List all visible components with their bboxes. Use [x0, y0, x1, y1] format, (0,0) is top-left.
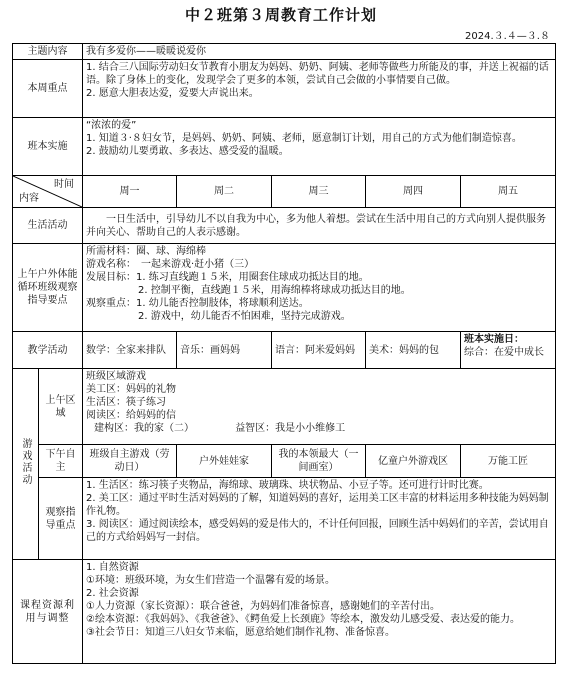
theme-value: 我有多爱你——暖暖说爱你 — [83, 44, 556, 60]
game-label-text: 游戏活动 — [20, 438, 31, 486]
game-pm-thu: 亿童户外游戏区 — [366, 445, 461, 478]
game-label — [13, 369, 39, 560]
game-pm-label: 下午自主 — [39, 445, 83, 478]
focus-line: 1. 结合三八国际劳动妇女节教育小朋友为妈妈、奶奶、阿姨、老师等做些力所能及的事，并送上祝福的话语。除了身体上的变化，发现学会了更多的本领，尝试自己会做的小事情要自己做。 — [86, 62, 549, 86]
day-header-fri: 周五 — [461, 176, 556, 208]
game-am-line: 阅读区：给妈妈的信 — [86, 410, 176, 421]
outdoor-line: 2. 控制平衡，直线跑１５米，用海绵棒将球成功抵达目的地。 — [138, 285, 411, 296]
teaching-fri-value: 综合：在爱中成长 — [464, 347, 544, 358]
game-am-puzzle: 益智区：我是小小维修工 — [235, 423, 346, 434]
day-header-wed: 周三 — [272, 176, 366, 208]
resources-line: ②绘本资源：《我妈妈》、《我爸爸》、《鳄鱼爱上长颈鹿》等绘本，激发幼儿感受爱、表达爱的能力。 — [86, 614, 520, 625]
focus-label: 本周重点 — [13, 60, 83, 118]
resources-line: ①环境：班级环境，为女生们营造一个温馨有爱的场景。 — [86, 575, 335, 586]
outdoor-line: 观察重点：1. 幼儿能否控制肢体，将球顺利送达。 — [86, 298, 309, 309]
document-date: 2024.３.４—３.８ — [465, 31, 550, 42]
plan-table — [12, 43, 556, 664]
resources-content — [83, 560, 556, 664]
class-line: 1. 知道３·８妇女节，是妈妈、奶奶、阿姨、老师，愿意制订计划，用自己的方式为他们制造惊喜。 — [86, 133, 522, 144]
game-pm-mon: 班级自主游戏（劳动日） — [83, 445, 177, 478]
game-am-line: 美工区：妈妈的礼物 — [86, 384, 176, 395]
life-value: 一日生活中，引导幼儿不以自我为中心，多为他人着想。尝试在生活中用自己的方式向别人提供服务并向关心、帮助自己的人表示感谢。 — [83, 208, 556, 244]
outdoor-line: 所需材料：圈、球、海绵棒 — [86, 246, 206, 257]
game-guide-line: 3. 阅读区：通过阅读绘本，感受妈妈的爱是伟大的，不计任何回报，回顾生活中妈妈们的辛苦，尝试用自己的方式给妈妈写一封信。 — [86, 519, 549, 543]
day-header-mon: 周一 — [83, 176, 177, 208]
game-guide-label: 观察指导重点 — [39, 478, 83, 560]
outdoor-line: 游戏名称： 一起来游戏·赶小猪（三） — [86, 259, 255, 270]
class-label: 班本实施 — [13, 118, 83, 176]
outdoor-content — [83, 244, 556, 332]
teaching-thu: 美术：妈妈的包 — [366, 332, 461, 369]
teaching-mon: 数学：全家来排队 — [83, 332, 177, 369]
game-guide-line: 2. 美工区：通过平时生活对妈妈的了解，知道妈妈的喜好，运用美工区丰富的材料运用多种技能为妈妈制作礼物。 — [86, 493, 549, 517]
header-time: 时间 — [54, 179, 74, 190]
resources-line: ③社会节日：知道三八妇女节来临，愿意给她们制作礼物、准备惊喜。 — [86, 627, 395, 638]
game-pm-fri: 万能工匠 — [461, 445, 556, 478]
game-guide-line: 1. 生活区：练习筷子夹物品，海绵球、玻璃珠、块状物品、小豆子等。还可进行计时比赛。 — [86, 480, 489, 491]
teaching-tue: 音乐：画妈妈 — [177, 332, 272, 369]
teaching-fri — [461, 332, 556, 369]
teaching-fri-title: 班本实施日： — [464, 334, 524, 345]
teaching-label: 教学活动 — [13, 332, 83, 369]
game-am-build: 建构区：我的家（二） — [94, 423, 194, 434]
life-label: 生活活动 — [13, 208, 83, 244]
game-am-line: 生活区：筷子练习 — [86, 397, 166, 408]
header-content: 内容 — [19, 193, 39, 204]
game-pm-tue: 户外娃娃家 — [177, 445, 272, 478]
game-am-label: 上午区域 — [39, 369, 83, 445]
game-am-build-line — [86, 422, 552, 435]
teaching-wed: 语言：阿米爱妈妈 — [272, 332, 366, 369]
outdoor-line: 发展目标：1. 练习直线跑１５米，用圈套住球成功抵达目的地。 — [86, 272, 369, 283]
outdoor-label: 上午户外体能循环班级观察指导要点 — [13, 244, 83, 332]
theme-label: 主题内容 — [13, 44, 83, 60]
game-am-line: 班级区域游戏 — [86, 371, 146, 382]
game-am-content — [83, 369, 556, 445]
resources-line: ①人力资源（家长资源）：联合爸爸，为妈妈们准备惊喜，感谢她们的辛苦付出。 — [86, 601, 440, 612]
focus-content — [83, 60, 556, 118]
outdoor-line: 2. 游戏中，幼儿能否不怕困难，坚持完成游戏。 — [138, 311, 351, 322]
focus-line: 2. 愿意大胆表达爱，爱要大声说出来。 — [86, 88, 259, 99]
header-diagonal-cell — [13, 176, 83, 208]
resources-label: 课程资源利用与调整 — [13, 560, 83, 664]
class-line: “浓浓的爱” — [86, 120, 137, 131]
document-title: 中２班第３周教育工作计划 — [184, 6, 377, 24]
day-header-tue: 周二 — [177, 176, 272, 208]
class-content — [83, 118, 556, 176]
game-pm-wed: 我的本领最大（一间画室） — [272, 445, 366, 478]
resources-line: 1. 自然资源 — [86, 562, 139, 573]
resources-line: 2. 社会资源 — [86, 588, 139, 599]
game-guide-content — [83, 478, 556, 560]
day-header-thu: 周四 — [366, 176, 461, 208]
class-line: 2. 鼓励幼儿要勇敢、多表达、感受爱的温暖。 — [86, 146, 289, 157]
